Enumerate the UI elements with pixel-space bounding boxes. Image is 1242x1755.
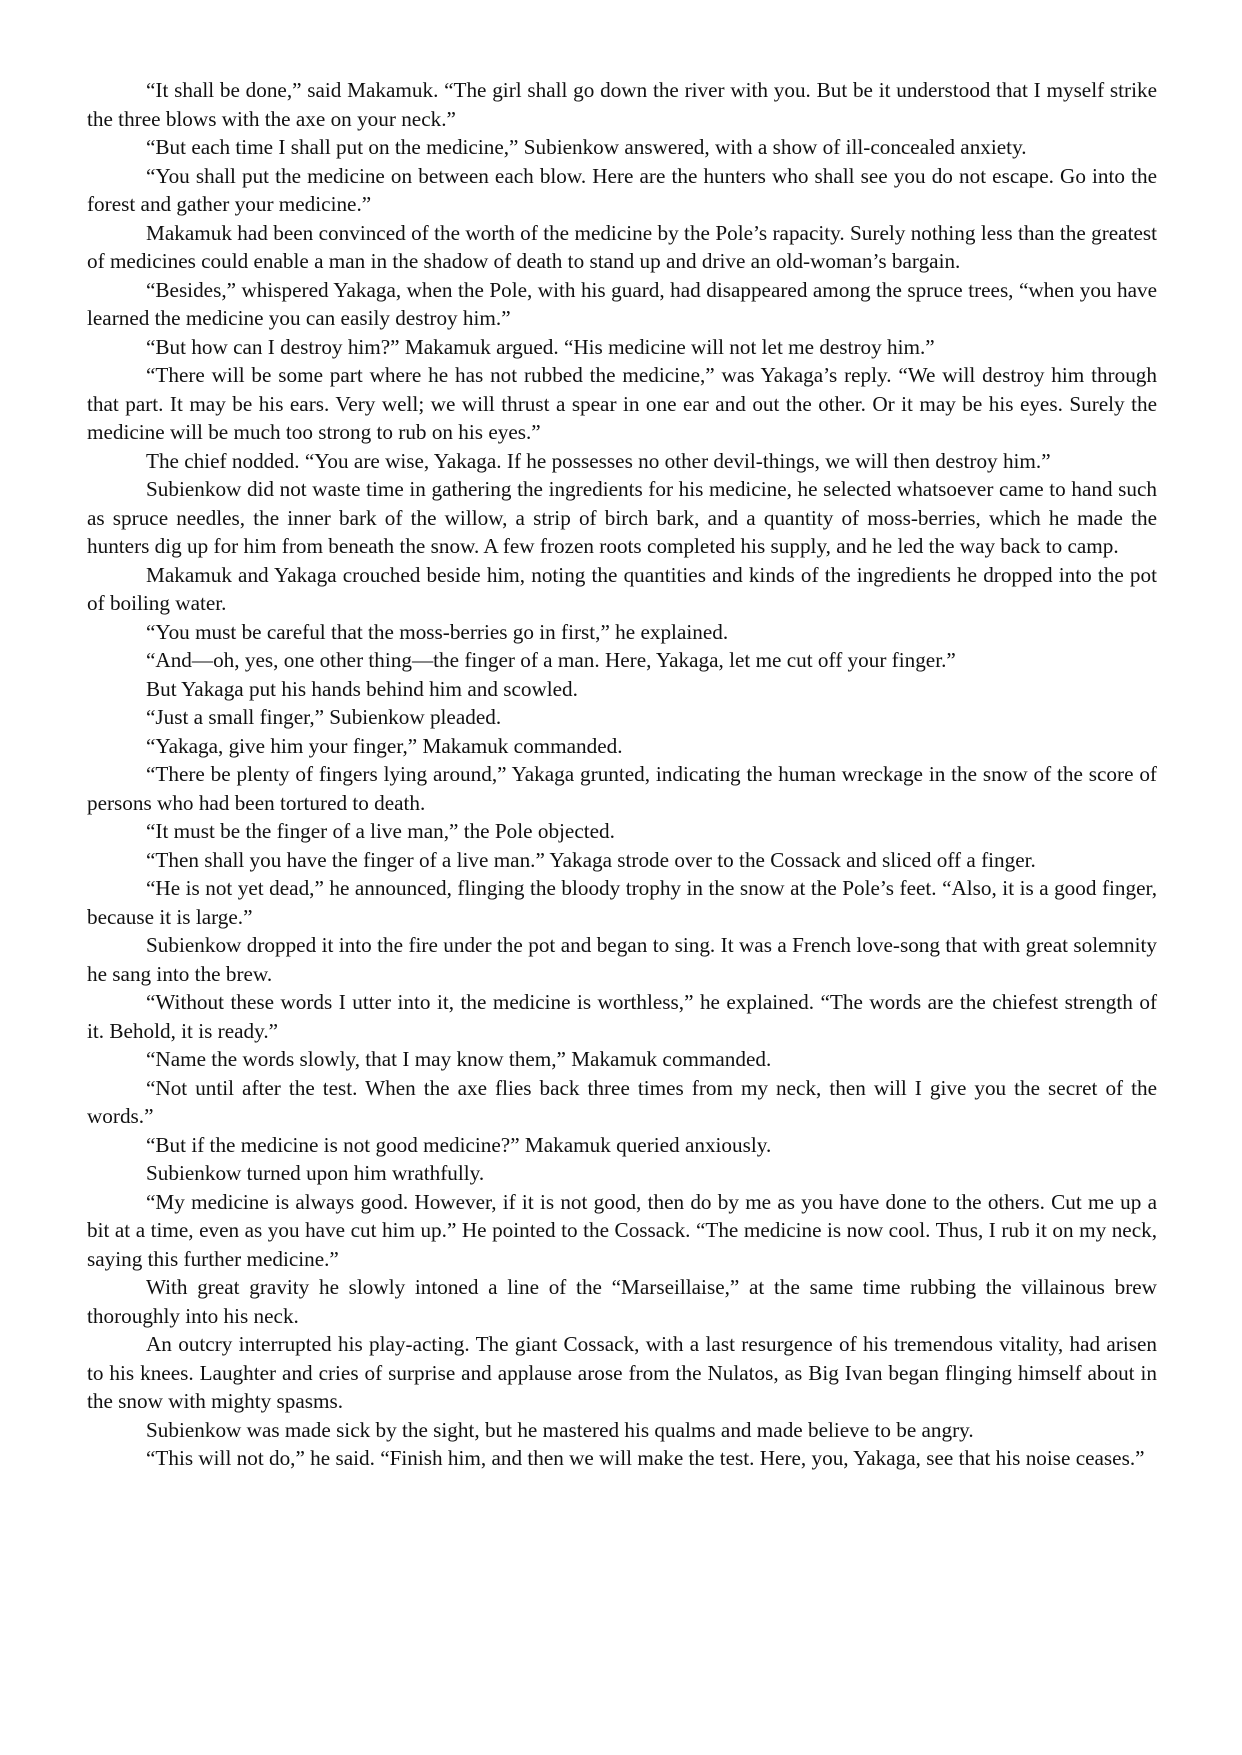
paragraph: “There will be some part where he has not rubbed the medicine,” was Yakaga’s reply. “We will destroy him through that part. It may be his ears. Very well; we will thrust a spear in one ear and out the other. Or it may be his eyes. Surely the medicine will be much too strong to rub on his eyes.”: [87, 363, 1157, 444]
paragraph: “Then shall you have the finger of a live man.” Yakaga strode over to the Cossack and sliced off a finger.: [146, 847, 1036, 872]
paragraph: “My medicine is always good. However, if it is not good, then do by me as you have done to the others. Cut me up a bit at a time, even as you have cut him up.” He pointed to the Cossack. “The medicine is now cool. Thus, I rub it on my neck, saying this further medicine.”: [87, 1189, 1157, 1271]
paragraph: The chief nodded. “You are wise, Yakaga. If he possesses no other devil-things, we will then destroy him.”: [146, 448, 1051, 473]
paragraph: With great gravity he slowly intoned a line of the “Marseillaise,” at the same time rubbing the villainous brew thoroughly into his neck.: [87, 1275, 1157, 1328]
paragraph: “Without these words I utter into it, the medicine is worthless,” he explained. “The words are the chiefest strength of it. Behold, it is ready.”: [87, 990, 1157, 1043]
paragraph: “Besides,” whispered Yakaga, when the Pole, with his guard, had disappeared among the spruce trees, “when you have learned the medicine you can easily destroy him.”: [87, 277, 1157, 330]
paragraph: “You shall put the medicine on between each blow. Here are the hunters who shall see you do not escape. Go into the forest and gather your medicine.”: [87, 163, 1157, 216]
paragraph: “Name the words slowly, that I may know them,” Makamuk commanded.: [146, 1047, 772, 1071]
paragraph: “Yakaga, give him your finger,” Makamuk commanded.: [146, 733, 623, 758]
paragraph: “It shall be done,” said Makamuk. “The girl shall go down the river with you. But be it understood that I myself strike the three blows with the axe on your neck.”: [87, 78, 1157, 131]
paragraph: “Not until after the test. When the axe flies back three times from my neck, then will I give you the secret of the words.”: [87, 1075, 1157, 1128]
paragraph: “But how can I destroy him?” Makamuk argued. “His medicine will not let me destroy him.”: [146, 334, 935, 359]
paragraph: Makamuk had been convinced of the worth of the medicine by the Pole’s rapacity. Surely nothing less than the greatest of medicines could enable a man in the shadow of death to stand up and drive an old-woman’s bargain.: [87, 220, 1157, 273]
paragraph: “But if the medicine is not good medicine?” Makamuk queried anxiously.: [146, 1132, 772, 1157]
paragraph: Subienkow turned upon him wrathfully.: [146, 1161, 485, 1185]
paragraph: “There be plenty of fingers lying around,” Yakaga grunted, indicating the human wreckage in the snow of the score of persons who had been tortured to death.: [87, 762, 1157, 815]
paragraph: “But each time I shall put on the medicine,” Subienkow answered, with a show of ill-concealed anxiety.: [146, 135, 1027, 159]
paragraph: “This will not do,” he said. “Finish him, and then we will make the test. Here, you, Yakaga, see that his noise ceases.”: [146, 1446, 1145, 1470]
paragraph: Makamuk and Yakaga crouched beside him, noting the quantities and kinds of the ingredients he dropped into the pot of boiling water.: [87, 562, 1157, 615]
paragraph: “You must be careful that the moss-berries go in first,” he explained.: [146, 619, 729, 644]
paragraph: Subienkow did not waste time in gathering the ingredients for his medicine, he selected whatsoever came to hand such as spruce needles, the inner bark of the willow, a strip of birch bark, and a quantity of moss-berries, which he made the hunters dig up for him from beneath the snow. A few frozen roots completed his supply, and he led the way back to camp.: [87, 477, 1157, 558]
paragraph: An outcry interrupted his play-acting. The giant Cossack, with a last resurgence of his tremendous vitality, had arisen to his knees. Laughter and cries of surprise and applause arose from the Nulatos, as Big Ivan began flinging himself about in the snow with mighty spasms.: [87, 1332, 1157, 1413]
paragraph: “He is not yet dead,” he announced, flinging the bloody trophy in the snow at the Pole’s feet. “Also, it is a good finger, because it is large.”: [87, 876, 1157, 929]
paragraph: Subienkow dropped it into the fire under the pot and began to sing. It was a French love-song that with great solemnity he sang into the brew.: [87, 933, 1157, 986]
paragraph: But Yakaga put his hands behind him and scowled.: [146, 676, 578, 701]
paragraph: “And—oh, yes, one other thing—the finger of a man. Here, Yakaga, let me cut off your finger.”: [146, 648, 956, 672]
paragraph: “It must be the finger of a live man,” the Pole objected.: [146, 819, 615, 843]
paragraph: Subienkow was made sick by the sight, but he mastered his qualms and made believe to be angry.: [146, 1417, 974, 1442]
document-page: [87, 76, 1157, 1473]
paragraph: “Just a small finger,” Subienkow pleaded.: [146, 705, 502, 729]
